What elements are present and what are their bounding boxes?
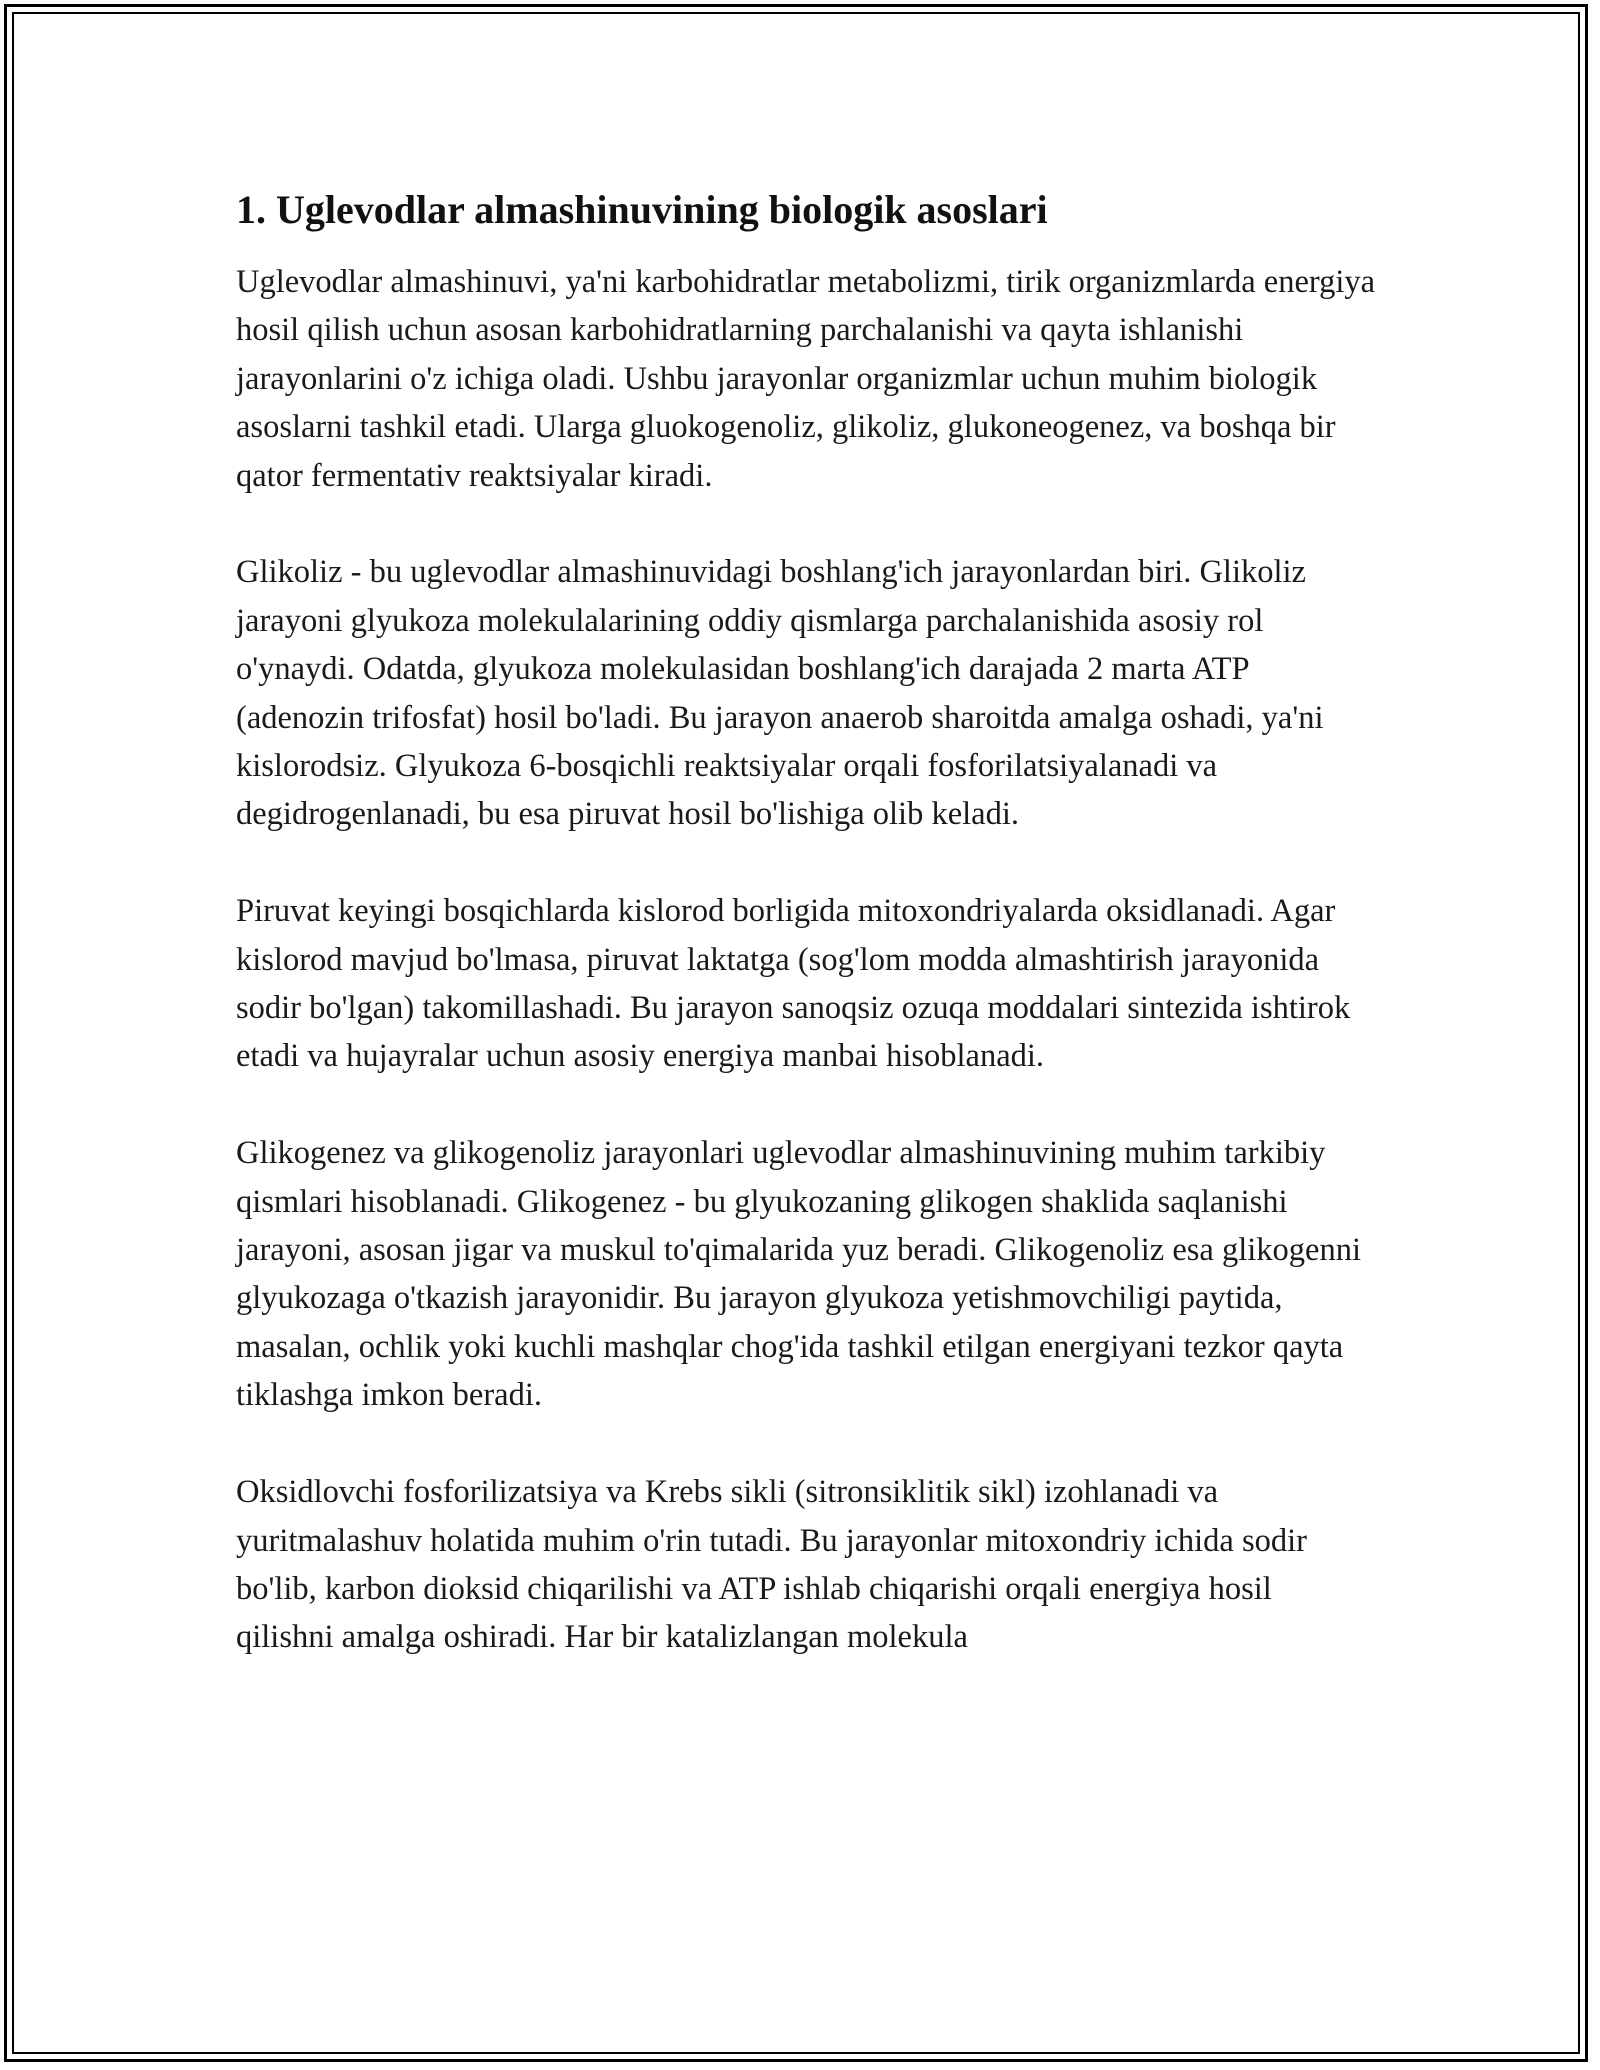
paragraph-1: Uglevodlar almashinuvi, ya'ni karbohidratlar metabolizmi, tirik organizmlarda energiya hosil qilish uchun asosan karbohidratlarning parchalanishi va qayta ishlanishi jarayonlarini o'z ichiga oladi. Ushbu jarayonlar organizmlar uchun muhim biologik asoslarni tashkil etadi. Ularga gluokogenoliz, glikoliz, glukoneogenez, va boshqa bir qator fermentativ reaktsiyalar kiradi.: [236, 264, 1376, 494]
section-title: 1. Uglevodlar almashinuvining biologik asoslari: [236, 187, 1048, 232]
paragraph-2: Glikoliz - bu uglevodlar almashinuvidagi boshlang'ich jarayonlardan biri. Glikoliz jarayoni glyukoza molekulalarining oddiy qismlarga parchalanishida asosiy rol o'ynaydi. Odatda, glyukoza molekulasidan boshlang'ich darajada 2 marta ATP (adenozin trifosfat) hosil bo'ladi. Bu jarayon anaerob sharoitda amalga oshadi, ya'ni kislorodsiz. Glyukoza 6-bosqichli reaktsiyalar orqali fosforilatsiyalanadi va degidrogenlanadi, bu esa piruvat hosil bo'lishiga olib keladi.: [236, 554, 1324, 833]
paragraph-4: Glikogenez va glikogenoliz jarayonlari uglevodlar almashinuvining muhim tarkibiy qismlari hisoblanadi. Glikogenez - bu glyukozaning glikogen shaklida saqlanishi jarayoni, asosan jigar va muskul to'qimalarida yuz beradi. Glikogenoliz esa glikogenni glyukozaga o'tkazish jarayonidir. Bu jarayon glyukoza yetishmovchiligi paytida, masalan, ochlik yoki kuchli mashqlar chog'ida tashkil etilgan energiyani tezkor qayta tiklashga imkon beradi.: [236, 1135, 1361, 1414]
paragraph-5: Oksidlovchi fosforilizatsiya va Krebs sikli (sitronsiklitik sikl) izohlanadi va yuritmalashuv holatida muhim o'rin tutadi. Bu jarayonlar mitoxondriy ichida sodir bo'lib, karbon dioksid chiqarilishi va ATP ishlab chiqarishi orqali energiya hosil qilishni amalga oshiradi. Har bir katalizlangan molekula: [236, 1474, 1307, 1656]
paragraph-3: Piruvat keyingi bosqichlarda kislorod borligida mitoxondriyalarda oksidlanadi. Agar kislorod mavjud bo'lmasa, piruvat laktatga (sog'lom modda almashtirish jarayonida sodir bo'lgan) takomillashadi. Bu jarayon sanoqsiz ozuqa moddalari sintezida ishtirok etadi va hujayralar uchun asosiy energiya manbai hisoblanadi.: [236, 893, 1351, 1075]
document-body: [236, 186, 1376, 1710]
